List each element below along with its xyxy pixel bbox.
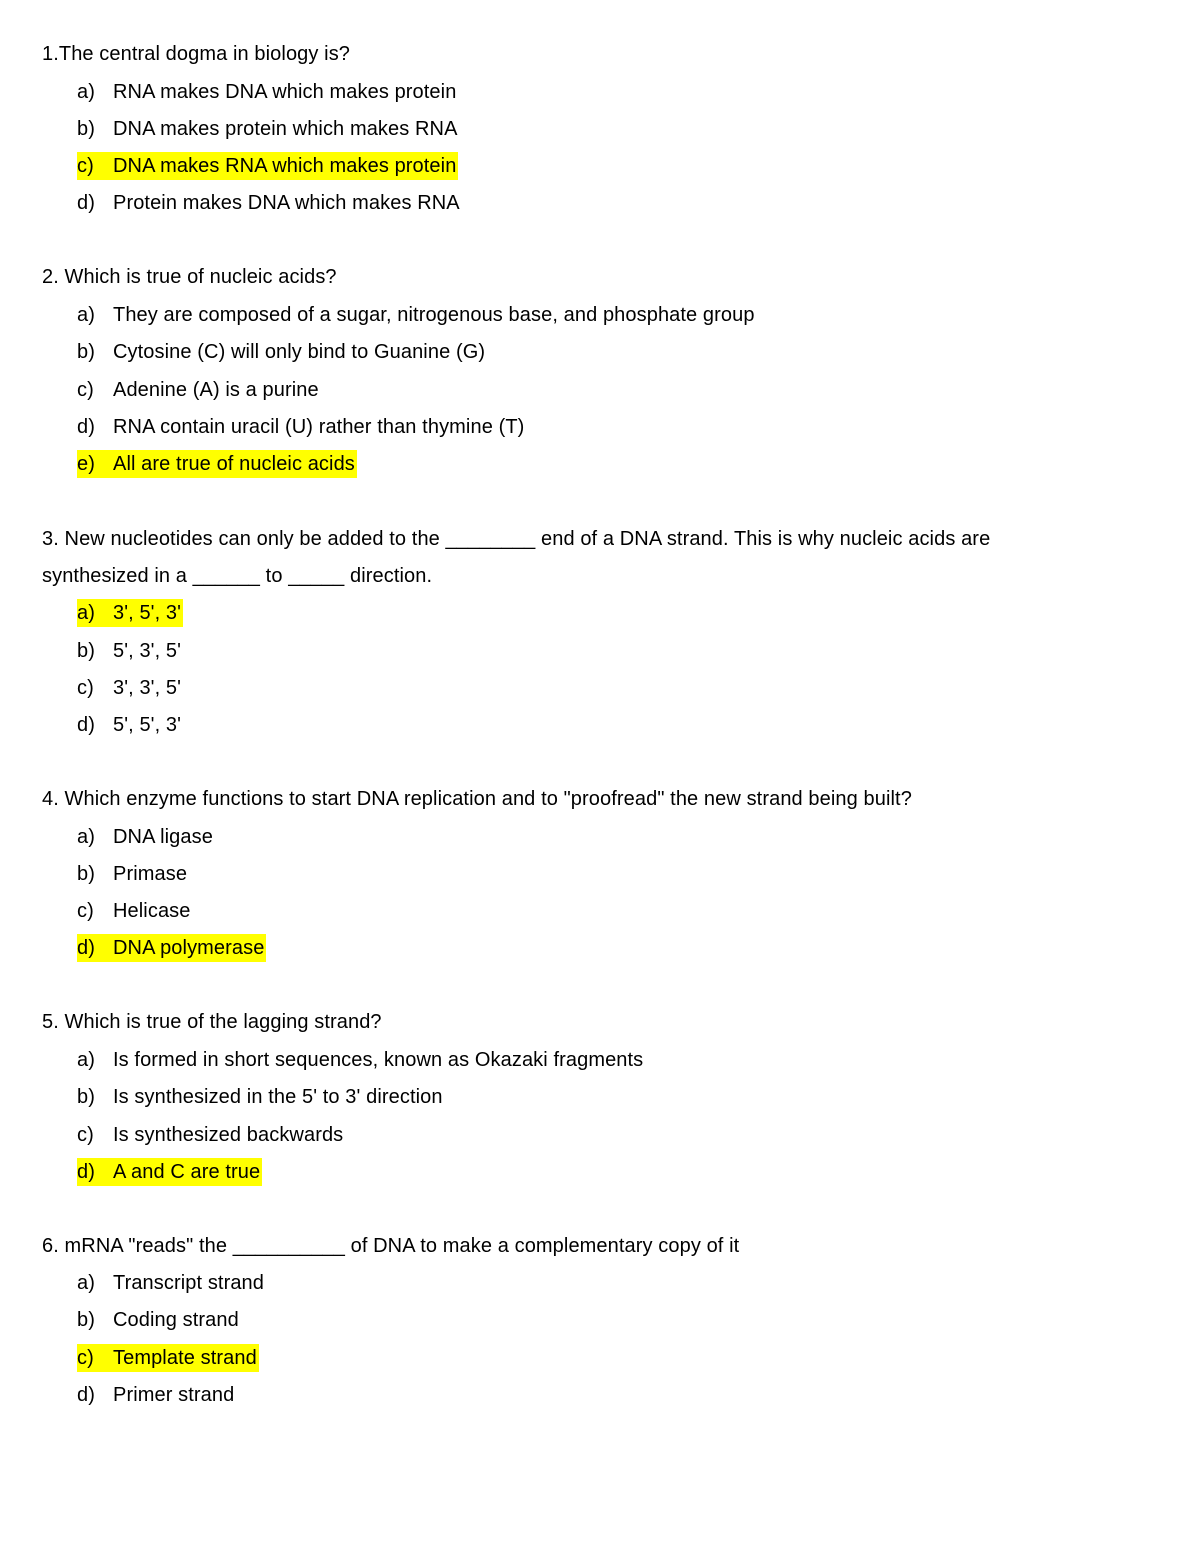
question-4-option-a <box>77 823 213 851</box>
option-text: Template strand <box>113 1347 257 1369</box>
question-2-option-b <box>77 338 485 366</box>
question-1-option-d <box>77 189 460 217</box>
question-3-option-b <box>77 637 181 665</box>
option-letter: b) <box>77 118 95 140</box>
question-3-option-a <box>77 599 183 627</box>
question-3-stem-line-2: synthesized in a ______ to _____ direction. <box>42 565 433 587</box>
question-4-option-b <box>77 860 187 888</box>
option-letter: a) <box>77 826 95 848</box>
question-2-option-e <box>77 450 357 478</box>
option-text: Cytosine (C) will only bind to Guanine (G) <box>113 341 486 363</box>
option-text: Is synthesized backwards <box>113 1124 344 1146</box>
question-2-option-d <box>77 413 524 441</box>
question-5-option-c <box>77 1121 343 1149</box>
option-letter: c) <box>77 155 94 177</box>
option-letter: d) <box>77 192 95 214</box>
question-2-option-a <box>77 301 755 329</box>
option-text: Adenine (A) is a purine <box>113 379 319 401</box>
question-4-stem: 4. Which enzyme functions to start DNA replication and to "proofread" the new strand being built? <box>42 788 912 810</box>
question-5-option-b <box>77 1083 443 1111</box>
option-text: Primase <box>113 863 188 885</box>
question-6-option-c <box>77 1344 259 1372</box>
option-letter: c) <box>77 677 94 699</box>
option-text: Protein makes DNA which makes RNA <box>113 192 460 214</box>
option-text: DNA makes RNA which makes protein <box>113 155 457 177</box>
option-letter: e) <box>77 453 95 475</box>
option-letter: d) <box>77 416 95 438</box>
option-text: Is formed in short sequences, known as Okazaki fragments <box>113 1049 644 1071</box>
question-1-option-b <box>77 115 458 143</box>
option-text: DNA makes protein which makes RNA <box>113 118 458 140</box>
option-text: Transcript strand <box>113 1272 265 1294</box>
option-text: RNA makes DNA which makes protein <box>113 81 457 103</box>
option-letter: a) <box>77 304 95 326</box>
option-text: DNA ligase <box>113 826 213 848</box>
option-letter: c) <box>77 900 94 922</box>
option-text: 3', 3', 5' <box>113 677 182 699</box>
option-text: RNA contain uracil (U) rather than thymine (T) <box>113 416 525 438</box>
question-1-option-c <box>77 152 458 180</box>
option-letter: b) <box>77 863 95 885</box>
option-letter: b) <box>77 341 95 363</box>
option-letter: d) <box>77 714 95 736</box>
option-letter: a) <box>77 81 95 103</box>
question-4-option-d <box>77 934 266 962</box>
option-letter: d) <box>77 937 95 959</box>
option-text: 3', 5', 3' <box>113 602 182 624</box>
option-text: Coding strand <box>113 1309 239 1331</box>
option-letter: b) <box>77 1086 95 1108</box>
question-3-option-c <box>77 674 181 702</box>
question-5-stem: 5. Which is true of the lagging strand? <box>42 1011 382 1033</box>
option-letter: d) <box>77 1161 95 1183</box>
question-5-option-a <box>77 1046 643 1074</box>
question-2-stem: 2. Which is true of nucleic acids? <box>42 266 337 288</box>
question-6-stem: 6. mRNA "reads" the __________ of DNA to make a complementary copy of it <box>42 1235 740 1257</box>
question-3-option-d <box>77 711 181 739</box>
question-1-stem: 1.The central dogma in biology is? <box>42 43 351 65</box>
option-letter: c) <box>77 1124 94 1146</box>
option-letter: c) <box>77 379 94 401</box>
option-text: DNA polymerase <box>113 937 265 959</box>
option-text: A and C are true <box>113 1161 261 1183</box>
option-text: Helicase <box>113 900 191 922</box>
option-text: 5', 3', 5' <box>113 640 182 662</box>
option-letter: c) <box>77 1347 94 1369</box>
question-4-option-c <box>77 897 191 925</box>
question-6-option-a <box>77 1269 264 1297</box>
question-3-stem-line-1: 3. New nucleotides can only be added to the ________ end of a DNA strand. This is why nucleic acids are <box>42 528 991 550</box>
question-6-option-b <box>77 1306 239 1334</box>
option-letter: a) <box>77 1049 95 1071</box>
option-text: Is synthesized in the 5' to 3' direction <box>113 1086 443 1108</box>
option-text: All are true of nucleic acids <box>113 453 355 475</box>
option-text: They are composed of a sugar, nitrogenous base, and phosphate group <box>113 304 755 326</box>
option-letter: a) <box>77 1272 95 1294</box>
option-text: Primer strand <box>113 1384 235 1406</box>
question-1-option-a <box>77 78 456 106</box>
option-letter: b) <box>77 640 95 662</box>
question-5-option-d <box>77 1158 262 1186</box>
option-letter: a) <box>77 602 95 624</box>
option-letter: d) <box>77 1384 95 1406</box>
option-text: 5', 5', 3' <box>113 714 182 736</box>
question-2-option-c <box>77 376 319 404</box>
question-6-option-d <box>77 1381 234 1409</box>
option-letter: b) <box>77 1309 95 1331</box>
